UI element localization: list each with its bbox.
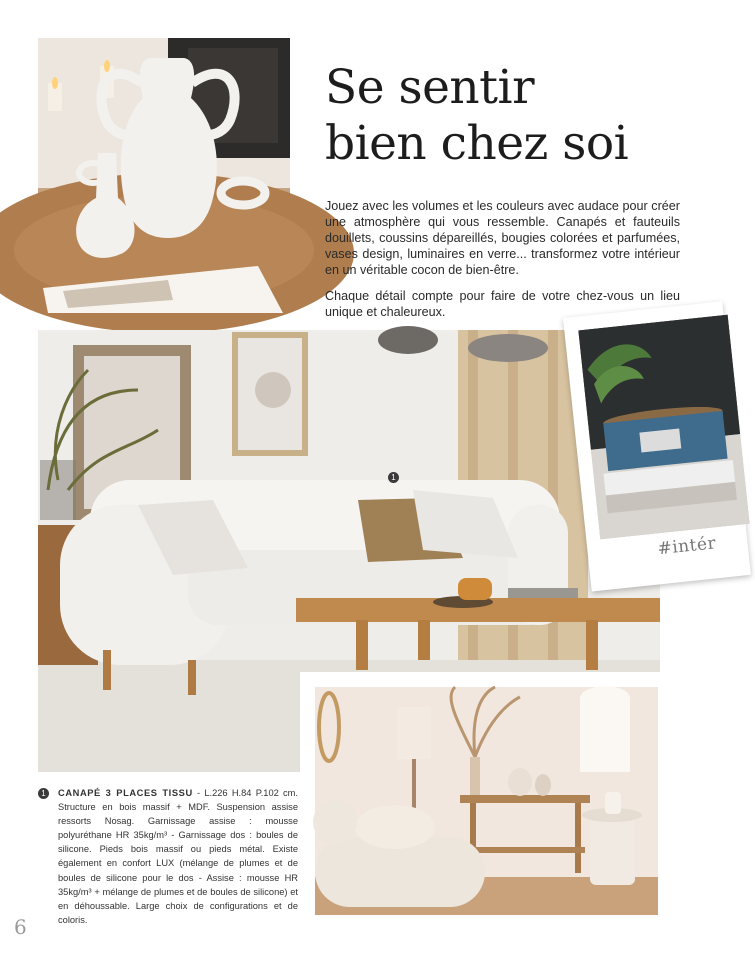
- polaroid-card: [563, 301, 751, 591]
- vases-illustration: [38, 38, 290, 313]
- intro-paragraph-1: Jouez avec les volumes et les couleurs avec audace pour créer une atmosphère qui vous ressemble. Canapés et fauteuils douillets, coussins dépareillés, bougies colorées et parfumées, vases design, luminaires en verre... transformez votre intérieur en un véritable cocon de bien-être.: [325, 199, 680, 277]
- title-line-1: Se sentir: [325, 60, 535, 115]
- title-line-2: bien chez soi: [325, 116, 629, 171]
- room-photo: [315, 687, 658, 915]
- polaroid-caption: #intér: [656, 533, 718, 560]
- candle-photo: [578, 315, 749, 540]
- page-title: [325, 60, 685, 172]
- room-illustration: [315, 687, 658, 915]
- product-marker: 1: [388, 472, 399, 483]
- page-number: 6: [14, 915, 27, 939]
- product-details: - L.226 H.84 P.102 cm. Structure en bois massif + MDF. Suspension assise ressorts Nosag. Garnissage assise : mousse polyuréthane HR 35kg/m³ - Garnissage dos : boules de silicone. Pieds bois massif ou pieds métal. Existe également en confort LUX (mélange de plumes et de boules de silicone pour le dos - Assise : mousse HR 35kg/m³ + mélange de plumes et de boules de silicone) et en déhoussable. Large choix de configurations et de coloris.: [58, 788, 298, 925]
- product-name: CANAPÉ 3 PLACES TISSU: [58, 788, 193, 798]
- product-description: [58, 786, 298, 927]
- candle-illustration: [578, 315, 749, 540]
- product-number-badge: 1: [38, 788, 49, 799]
- intro-paragraph-2: Chaque détail compte pour faire de votre chez-vous un lieu unique et chaleureux.: [325, 289, 680, 319]
- vases-photo: [38, 38, 290, 313]
- room-photo-frame: [300, 672, 672, 926]
